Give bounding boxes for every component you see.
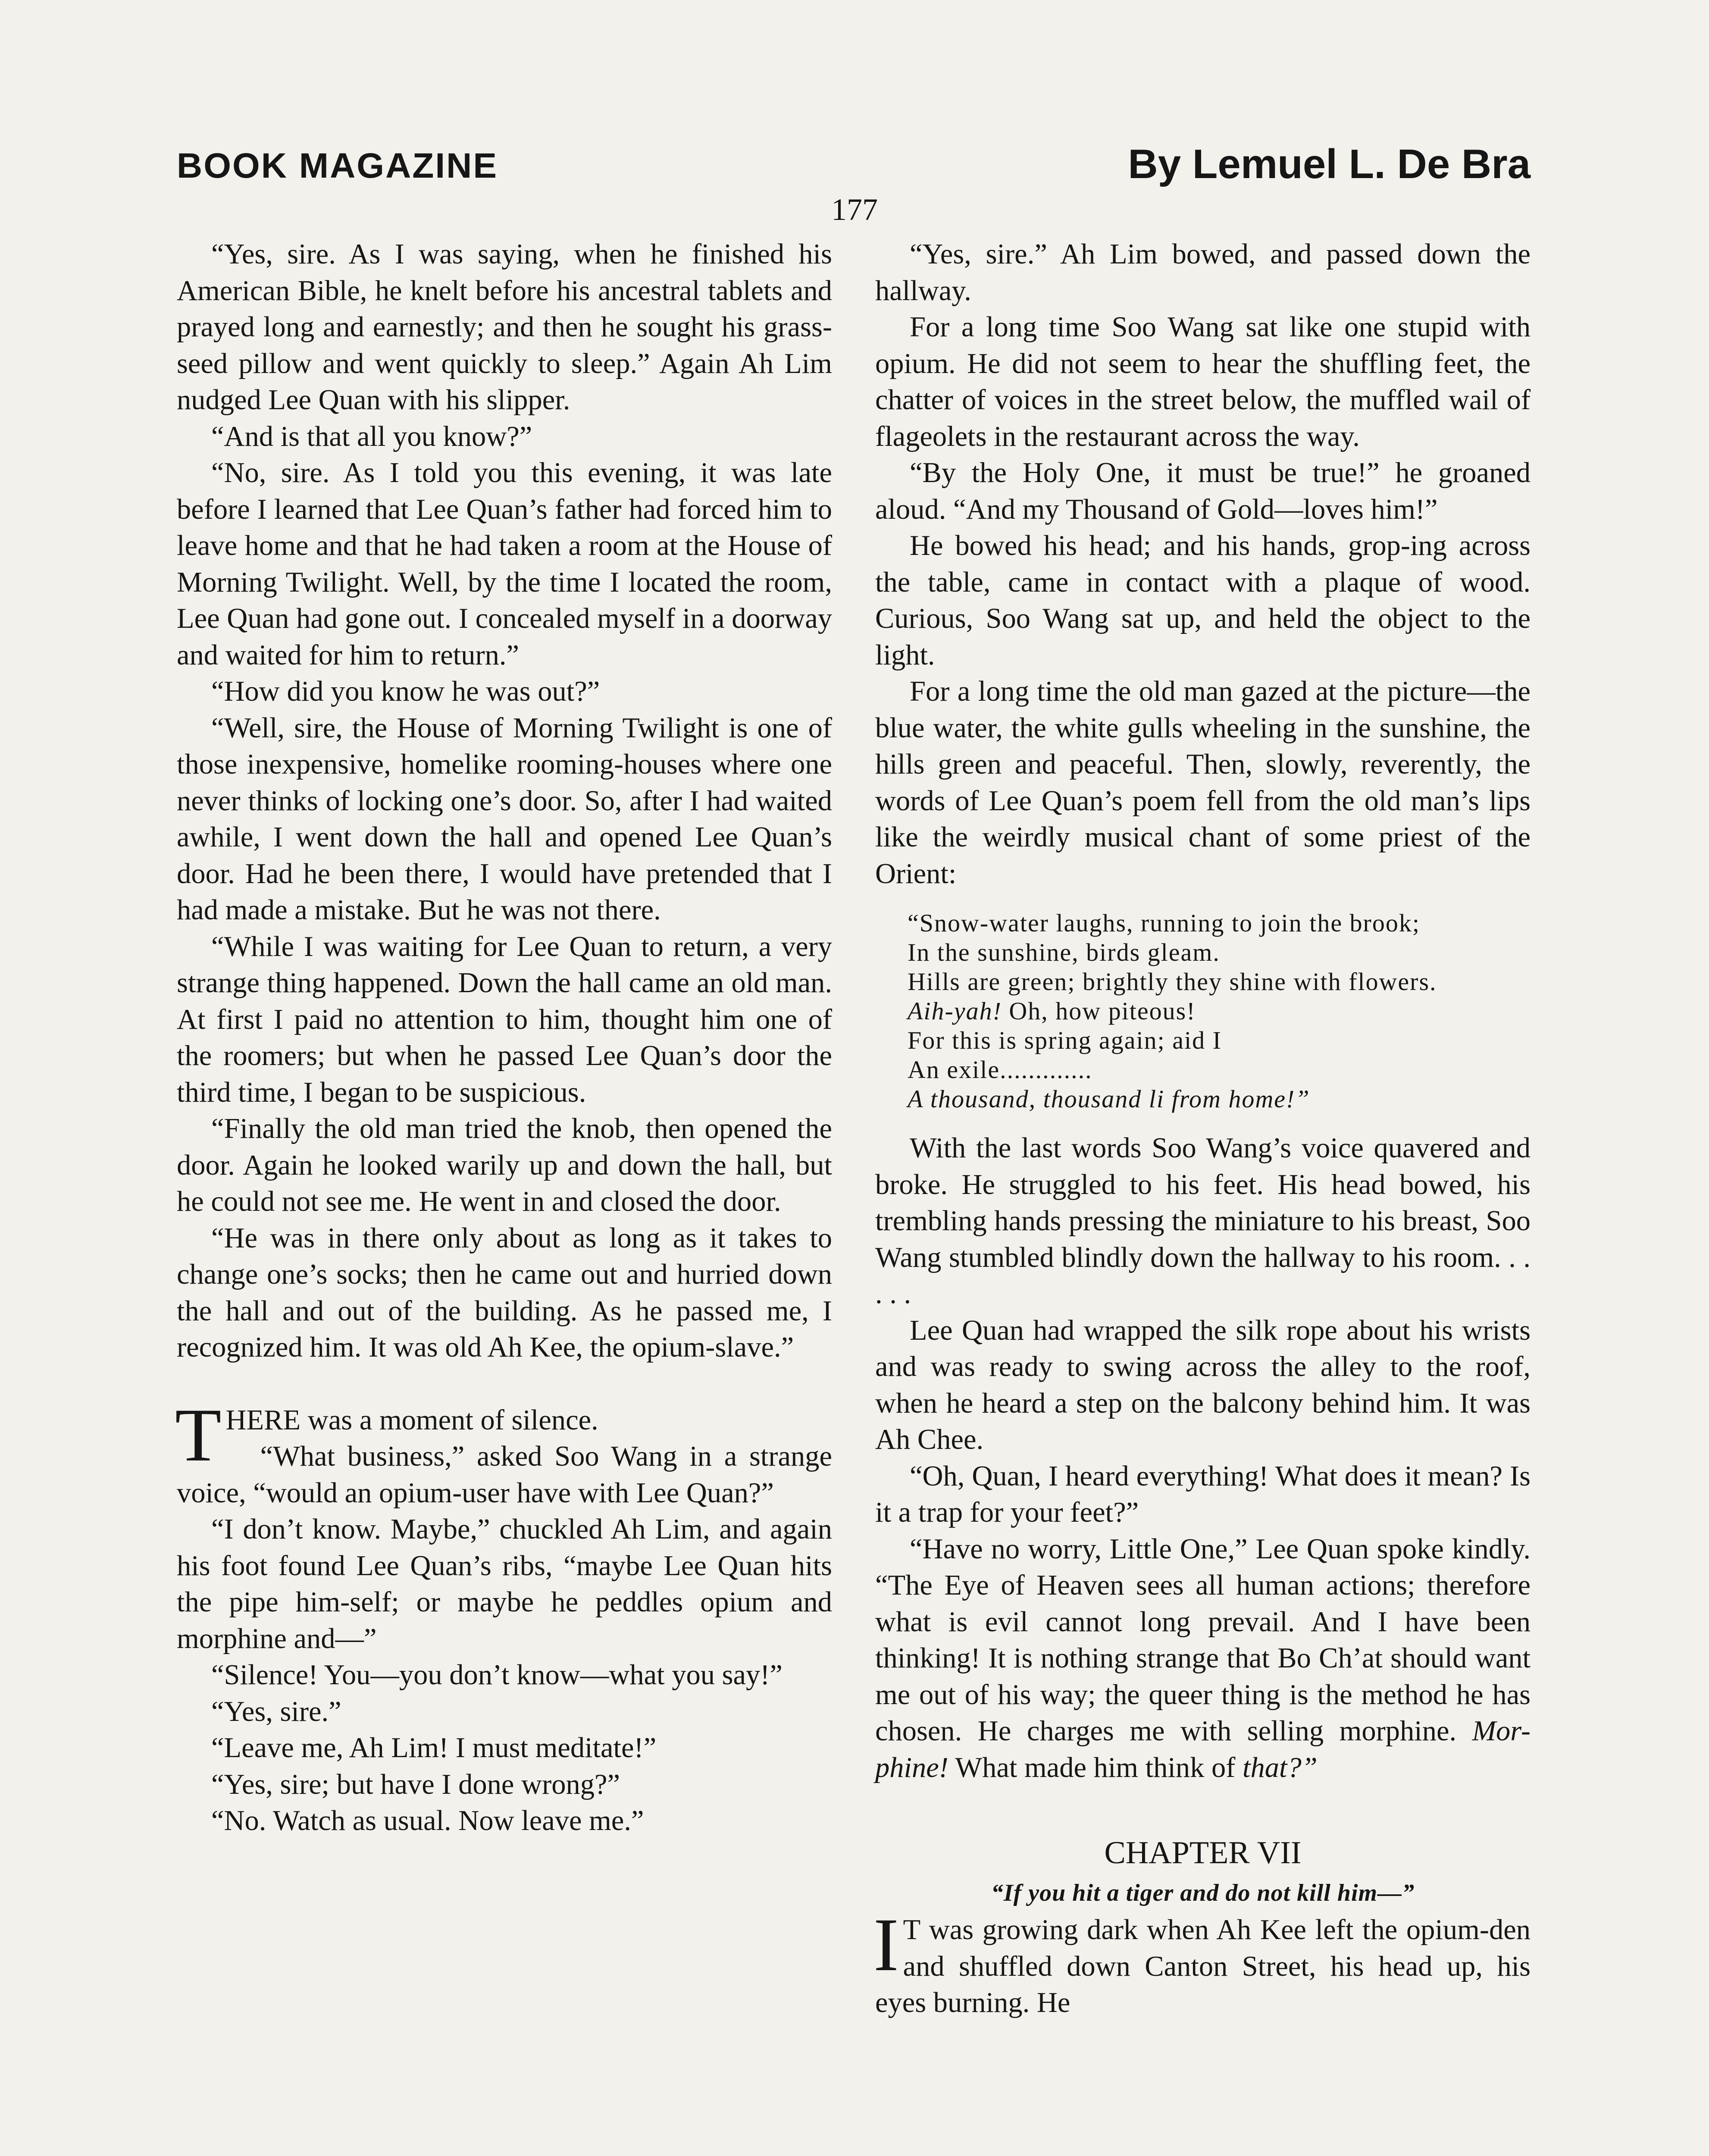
paragraph: “Finally the old man tried the knob, then opened the door. Again he looked warily up and down the hall, but he could not see me. He went in and closed the door. (177, 1113, 832, 1217)
paragraph: “Silence! You—you don’t know—what you say!” (211, 1659, 783, 1691)
paragraph: “Leave me, Ah Lim! I must meditate!” (211, 1732, 657, 1764)
paragraph: For a long time the old man gazed at the picture—the blue water, the white gulls wheeling in the sunshine, the hills green and peaceful. Then, slowly, reverently, the words of Lee Quan’s poem fell from the old man’s lips like the weirdly musical chant of some priest of the Orient: (875, 676, 1531, 890)
chapter-opening-text: T was growing dark when Ah Kee left the opium-den and shuffled down Canton Street, his head up, his eyes burning. He (875, 1914, 1531, 2018)
paragraph: With the last words Soo Wang’s voice quavered and broke. He struggled to his feet. His head bowed, his trembling hands pressing the miniature to his breast, Soo Wang stumbled blindly down the hallway to his room. . . . . . (875, 1132, 1531, 1310)
poem-line: A thousand, thousand li from home!” (908, 1085, 1310, 1113)
paragraph: “Oh, Quan, I heard everything! What does it mean? Is it a trap for your feet?” (875, 1460, 1531, 1528)
paragraph: “While I was waiting for Lee Quan to return, a very strange thing happened. Down the hall came an old man. At first I paid no attention to him, thought him one of the roomers; but when he passed Lee Quan’s door the third time, I began to be suspicious. (177, 931, 832, 1108)
italic-word: that?” (1243, 1752, 1318, 1783)
paragraph: “No, sire. As I told you this evening, it was late before I learned that Lee Quan’s father had forced him to leave home and that he had taken a room at the House of Morning Twilight. Well, by the time I located the room, Lee Quan had gone out. I concealed myself in a doorway and waited for him to return.” (177, 457, 832, 671)
paragraph: “I don’t know. Maybe,” chuckled Ah Lim, and again his foot found Lee Quan’s ribs, “maybe Lee Quan hits the pipe him-self; or maybe he peddles opium and morphine and—” (177, 1514, 832, 1655)
paragraph-text: What made him think of (948, 1752, 1243, 1783)
poem-line: An exile............. (908, 1056, 1092, 1084)
chapter-opening-paragraph (873, 1903, 1531, 2021)
poem-line (908, 997, 1531, 1026)
page-number: 177 (831, 192, 878, 227)
paragraph-text: “Have no worry, Little One,” Lee Quan spoke kindly. “The Eye of Heaven sees all human actions; therefore what is evil cannot long prevail. And I have been thinking! It is nothing strange that Bo Ch’at should want me out of his way; the queer thing is the method he has chosen. He charges me with selling morphine. (875, 1533, 1531, 1747)
paragraph: “Yes, sire; but have I done wrong?” (211, 1768, 620, 1800)
poem-line: Hills are green; brightly they shine with flowers. (908, 968, 1437, 996)
poem-block (908, 909, 1531, 1114)
paragraph: “How did you know he was out?” (211, 676, 600, 707)
section-break-block (175, 1393, 832, 1839)
paragraph (875, 1531, 1531, 1786)
paragraph: “No. Watch as usual. Now leave me.” (211, 1805, 644, 1836)
left-column (177, 236, 832, 1839)
italic-word: Mor-phine! (875, 1715, 1531, 1783)
magazine-title: BOOK MAGAZINE (177, 146, 498, 185)
paragraph: Lee Quan had wrapped the silk rope about his wrists and was ready to swing across the alley to the roof, when he heard a step on the balcony behind him. It was Ah Chee. (875, 1314, 1531, 1455)
drop-cap: I (873, 1903, 899, 1987)
paragraph: “Yes, sire.” Ah Lim bowed, and passed down the hallway. (875, 238, 1531, 307)
author-byline: By Lemuel L. De Bra (1128, 141, 1531, 187)
paragraph: “He was in there only about as long as it takes to change one’s socks; then he came out and hurried down the hall and out of the building. As he passed me, I recognized him. It was old Ah Kee, the opium-slave.” (177, 1222, 832, 1363)
chapter-heading: CHAPTER VII (1104, 1835, 1302, 1871)
drop-cap: T (175, 1393, 222, 1477)
poem-line-rest: Oh, how piteous! (1002, 997, 1196, 1025)
paragraph: “Yes, sire.” (211, 1695, 341, 1727)
paragraph: “What business,” asked Soo Wang in a strange voice, “would an opium-user have with Lee Quan?” (177, 1441, 832, 1509)
paragraph: For a long time Soo Wang sat like one stupid with opium. He did not seem to hear the shuffling feet, the chatter of voices in the street below, the muffled wail of flageolets in the restaurant across the way. (875, 311, 1531, 452)
poem-exclamation: Aih-yah! (908, 997, 1002, 1025)
right-column (875, 236, 1531, 2021)
chapter-epigraph: “If you hit a tiger and do not kill him—” (991, 1880, 1415, 1906)
paragraph: “By the Holy One, it must be true!” he groaned aloud. “And my Thousand of Gold—loves him!” (875, 457, 1531, 525)
paragraph: He bowed his head; and his hands, grop-ing across the table, came in contact with a plaque of wood. Curious, Soo Wang sat up, and held the object to the light. (875, 530, 1531, 671)
poem-line: “Snow-water laughs, running to join the brook; (908, 909, 1420, 937)
paragraph: “Yes, sire. As I was saying, when he finished his American Bible, he knelt before his ancestral tablets and prayed long and earnestly; and then he sought his grass-seed pillow and went quickly to sleep.” Again Ah Lim nudged Lee Quan with his slipper. (177, 238, 832, 416)
poem-line: In the sunshine, birds gleam. (908, 938, 1220, 966)
paragraph: “And is that all you know?” (211, 420, 532, 452)
poem-line: For this is spring again; aid I (908, 1026, 1222, 1054)
paragraph: “Well, sire, the House of Morning Twilight is one of those inexpensive, homelike rooming-houses where one never thinks of locking one’s door. So, after I had waited awhile, I went down the hall and opened Lee Quan’s door. Had he been there, I would have pretended that I had made a mistake. But he was not there. (177, 712, 832, 926)
section-opening-text: HERE was a moment of silence. (225, 1404, 598, 1436)
